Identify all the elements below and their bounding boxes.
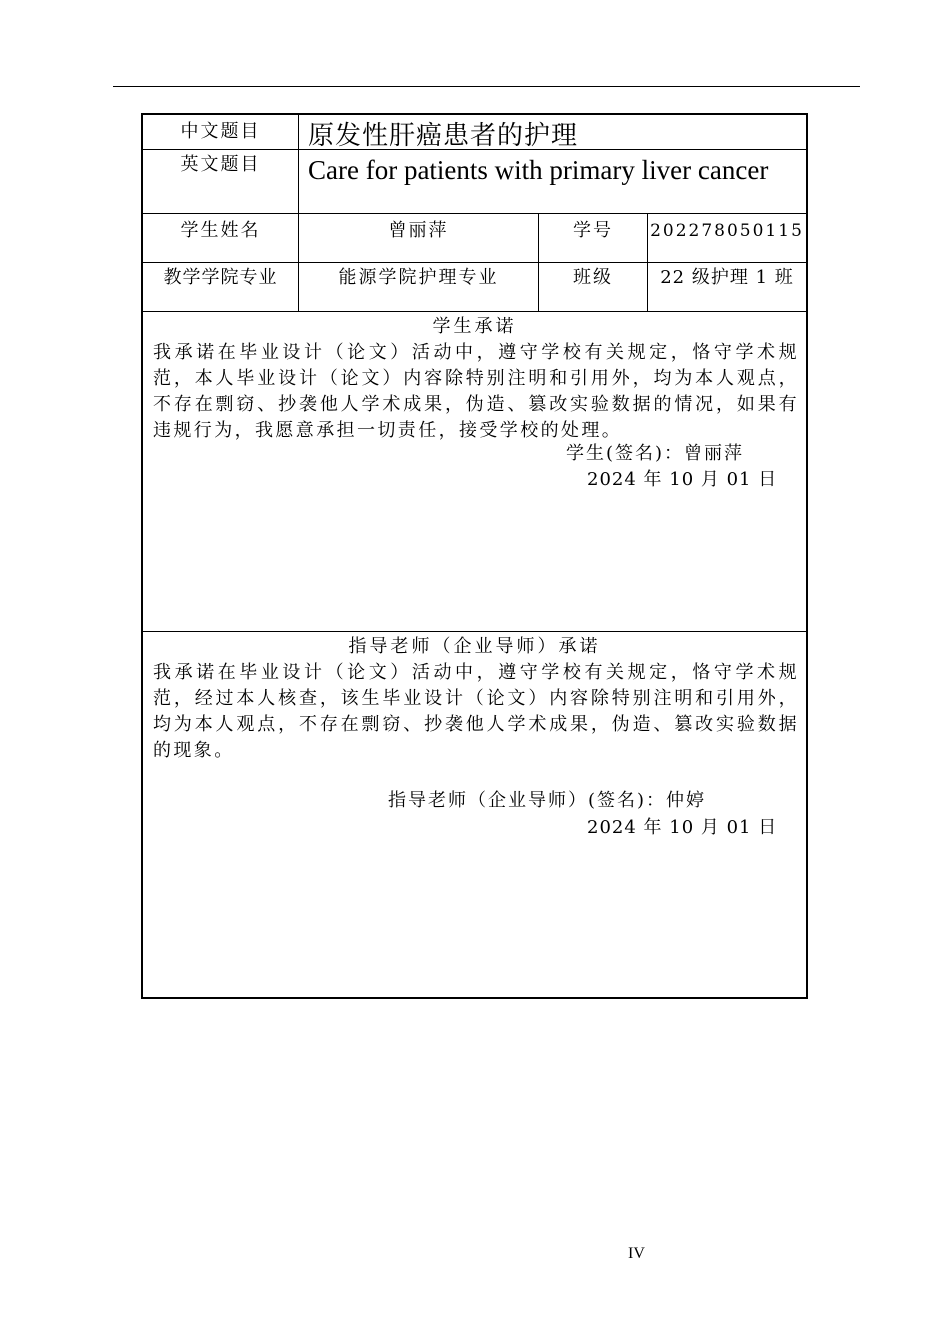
student-name-value: 曾丽萍 (388, 220, 449, 241)
class-value: 22 级护理 1 班 (660, 267, 794, 288)
student-id-value: 202278050115 (650, 221, 804, 241)
student-name-label: 学生姓名 (180, 220, 261, 241)
pledge-form-table (141, 113, 808, 999)
advisor-pledge-text: 我承诺在毕业设计（论文）活动中，遵守学校有关规定，恪守学术规范，经过本人核查，该生毕业设计（论文）内容除特别注明和引用外，均为本人观点，不存在剽窃、抄袭他人学术成果，伪造、篡改实验数据的现象。 (153, 662, 799, 761)
cn-title-label: 中文题目 (180, 121, 261, 142)
en-title-label: 英文题目 (180, 154, 261, 175)
en-title-value: Care for patients with primary liver cancer (308, 155, 769, 185)
row-divider (143, 213, 806, 214)
student-pledge-text: 我承诺在毕业设计（论文）活动中，遵守学校有关规定，恪守学术规范，本人毕业设计（论文）内容除特别注明和引用外，均为本人观点，不存在剽窃、抄袭他人学术成果，伪造、篡改实验数据的情况，如果有违规行为，我愿意承担一切责任，接受学校的处理。 (153, 342, 799, 441)
header-rule (113, 86, 860, 87)
row-divider (143, 311, 806, 312)
row-divider (143, 262, 806, 263)
page-number: IV (628, 1245, 645, 1262)
student-pledge-title: 学生承诺 (432, 316, 517, 337)
advisor-signature: 指导老师（企业导师）(签名)：仲婷 (388, 790, 707, 811)
student-date: 2024 年 10 月 01 日 (587, 469, 778, 490)
class-label: 班级 (573, 267, 613, 288)
college-major-label: 教学学院专业 (163, 267, 278, 288)
college-major-value: 能源学院护理专业 (338, 267, 499, 288)
student-id-label: 学号 (573, 220, 613, 241)
advisor-pledge-title: 指导老师（企业导师）承诺 (348, 636, 601, 657)
student-signature: 学生(签名)：曾丽萍 (566, 443, 745, 464)
cn-title-value: 原发性肝癌患者的护理 (308, 121, 579, 151)
advisor-date: 2024 年 10 月 01 日 (587, 817, 778, 838)
row-divider (143, 631, 806, 632)
